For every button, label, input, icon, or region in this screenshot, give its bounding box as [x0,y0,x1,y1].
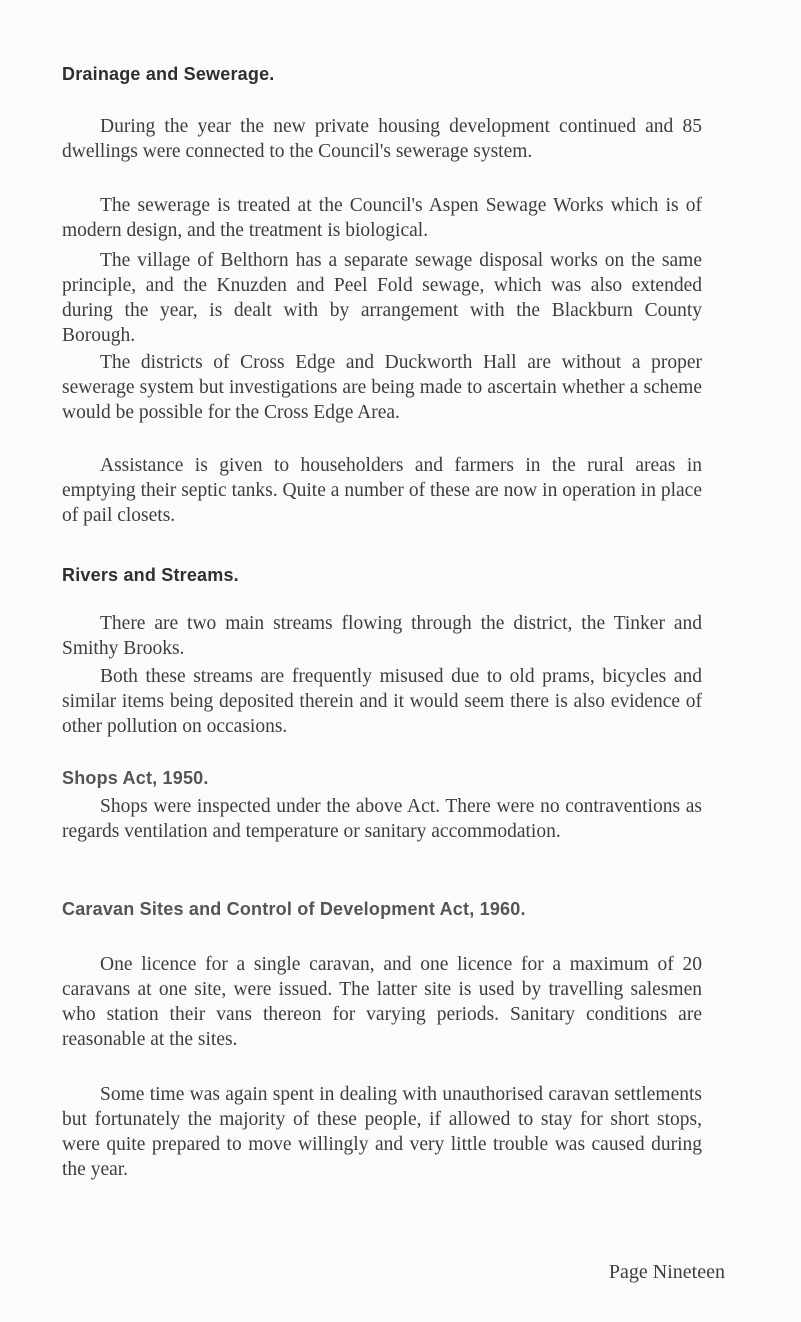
heading-caravan: Caravan Sites and Control of Development Act, 1960. [62,899,526,919]
paragraph-caravan-2: Some time was again spent in dealing with unauthorised caravan settlements but fortunately the majority of these people, if allowed to stay for short stops, were quite prepared to move willingly and very little trouble was caused during the year. [62,1084,702,1180]
paragraph-caravan-1: One licence for a single caravan, and one licence for a maximum of 20 caravans at one site, were issued. The latter site is used by travelling salesmen who station their vans thereon for varying periods. Sanitary conditions are reasonable at the sites. [62,954,702,1050]
heading-shops: Shops Act, 1950. [62,768,209,788]
paragraph-drainage-2: The sewerage is treated at the Council's Aspen Sewage Works which is of modern design, and the treatment is biological. [62,195,702,241]
paragraph-rivers-2: Both these streams are frequently misused due to old prams, bicycles and similar items being deposited therein and it would seem there is also evidence of other pollution on occasions. [62,666,702,737]
heading-drainage: Drainage and Sewerage. [62,64,275,84]
paragraph-drainage-1: During the year the new private housing development continued and 85 dwellings were connected to the Council's sewerage system. [62,116,702,162]
paragraph-drainage-5: Assistance is given to householders and farmers in the rural areas in emptying their septic tanks. Quite a number of these are now in operation in place of pail closets. [62,455,702,526]
paragraph-rivers-1: There are two main streams flowing through the district, the Tinker and Smithy Brooks. [62,613,702,659]
paragraph-shops-1: Shops were inspected under the above Act. There were no contraventions as regards ventilation and temperature or sanitary accommodation. [62,796,702,842]
paragraph-drainage-3: The village of Belthorn has a separate sewage disposal works on the same principle, and the Knuzden and Peel Fold sewage, which was also extended during the year, is dealt with by arrangement with the Blackburn County Borough. [62,250,702,346]
page-number: Page Nineteen [608,1261,725,1283]
heading-rivers: Rivers and Streams. [62,565,239,585]
paragraph-drainage-4: The districts of Cross Edge and Duckworth Hall are without a proper sewerage system but investigations are being made to ascertain whether a scheme would be possible for the Cross Edge Area. [62,352,702,423]
